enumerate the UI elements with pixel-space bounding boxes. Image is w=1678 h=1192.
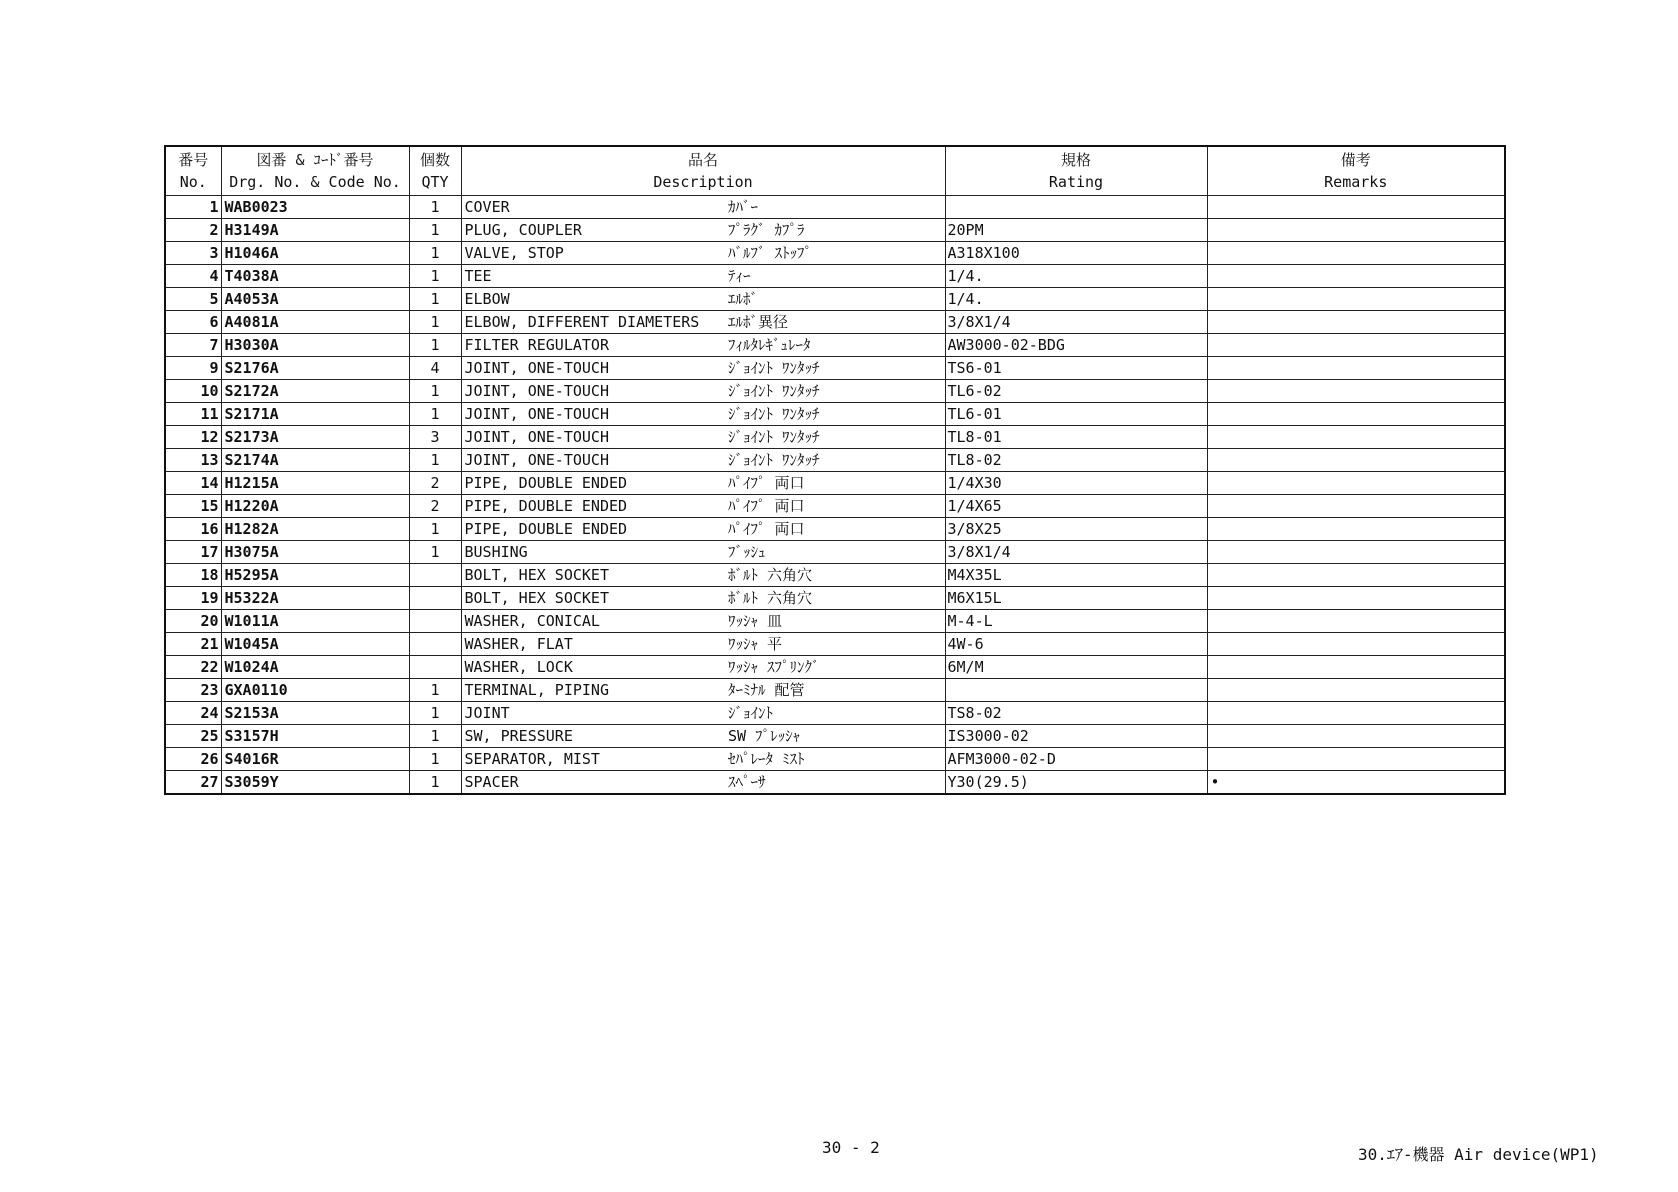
table-row bbox=[165, 242, 1505, 265]
table-row bbox=[165, 518, 1505, 541]
drawing-code-cell: S2172A bbox=[221, 380, 409, 403]
part-number-cell: 21 bbox=[165, 633, 221, 656]
description-en-cell: BOLT, HEX SOCKET bbox=[461, 587, 725, 610]
table-row bbox=[165, 380, 1505, 403]
part-number-cell: 10 bbox=[165, 380, 221, 403]
drawing-code-cell: H5295A bbox=[221, 564, 409, 587]
part-number-cell: 3 bbox=[165, 242, 221, 265]
header-qty-en: QTY bbox=[409, 171, 461, 196]
description-en-cell: VALVE, STOP bbox=[461, 242, 725, 265]
description-jp-cell: ﾌﾟﾗｸﾞ ｶﾌﾟﾗ bbox=[725, 219, 945, 242]
remarks-cell bbox=[1207, 403, 1505, 426]
description-en-cell: JOINT, ONE-TOUCH bbox=[461, 380, 725, 403]
description-jp-cell: ｼﾞｮｲﾝﾄ bbox=[725, 702, 945, 725]
quantity-cell: 2 bbox=[409, 495, 461, 518]
page-number: 30 - 2 bbox=[822, 1138, 880, 1157]
drawing-code-cell: H1220A bbox=[221, 495, 409, 518]
table-row bbox=[165, 219, 1505, 242]
header-qty-jp: 個数 bbox=[409, 146, 461, 171]
part-number-cell: 22 bbox=[165, 656, 221, 679]
drawing-code-cell: H3075A bbox=[221, 541, 409, 564]
description-jp-cell: ｼﾞｮｲﾝﾄ ﾜﾝﾀｯﾁ bbox=[725, 403, 945, 426]
table-row bbox=[165, 449, 1505, 472]
part-number-cell: 4 bbox=[165, 265, 221, 288]
section-title: 30.ｴｱ-機器 Air device(WP1) bbox=[1358, 1145, 1599, 1164]
rating-cell: 1/4X65 bbox=[945, 495, 1207, 518]
table-row bbox=[165, 656, 1505, 679]
remarks-cell bbox=[1207, 288, 1505, 311]
table-row bbox=[165, 403, 1505, 426]
rating-cell: IS3000-02 bbox=[945, 725, 1207, 748]
description-en-cell: SEPARATOR, MIST bbox=[461, 748, 725, 771]
drawing-code-cell: H3149A bbox=[221, 219, 409, 242]
description-jp-cell: ﾊﾟｲﾌﾟ 両口 bbox=[725, 495, 945, 518]
rating-cell: Y30(29.5) bbox=[945, 771, 1207, 795]
header-desc-jp: 品名 bbox=[461, 146, 945, 171]
remarks-cell bbox=[1207, 587, 1505, 610]
quantity-cell: 1 bbox=[409, 771, 461, 795]
parts-list-table bbox=[164, 145, 1506, 795]
rating-cell: 3/8X1/4 bbox=[945, 541, 1207, 564]
header-remarks-jp: 備考 bbox=[1207, 146, 1505, 171]
remarks-cell bbox=[1207, 426, 1505, 449]
quantity-cell bbox=[409, 633, 461, 656]
description-en-cell: TERMINAL, PIPING bbox=[461, 679, 725, 702]
drawing-code-cell: A4053A bbox=[221, 288, 409, 311]
rating-cell: 1/4X30 bbox=[945, 472, 1207, 495]
quantity-cell: 1 bbox=[409, 541, 461, 564]
rating-cell: TL6-02 bbox=[945, 380, 1207, 403]
description-jp-cell: SW ﾌﾟﾚｯｼｬ bbox=[725, 725, 945, 748]
part-number-cell: 7 bbox=[165, 334, 221, 357]
drawing-code-cell: H1046A bbox=[221, 242, 409, 265]
drawing-code-cell: GXA0110 bbox=[221, 679, 409, 702]
drawing-code-cell: W1045A bbox=[221, 633, 409, 656]
description-jp-cell: ﾌﾞｯｼｭ bbox=[725, 541, 945, 564]
table-row bbox=[165, 725, 1505, 748]
part-number-cell: 13 bbox=[165, 449, 221, 472]
drawing-code-cell: H1215A bbox=[221, 472, 409, 495]
quantity-cell: 1 bbox=[409, 380, 461, 403]
part-number-cell: 1 bbox=[165, 196, 221, 219]
description-en-cell: FILTER REGULATOR bbox=[461, 334, 725, 357]
rating-cell: TS8-02 bbox=[945, 702, 1207, 725]
quantity-cell: 1 bbox=[409, 702, 461, 725]
rating-cell: M4X35L bbox=[945, 564, 1207, 587]
header-no-jp: 番号 bbox=[165, 146, 221, 171]
description-jp-cell: ﾃｨｰ bbox=[725, 265, 945, 288]
description-jp-cell: ﾌｨﾙﾀﾚｷﾞｭﾚｰﾀ bbox=[725, 334, 945, 357]
quantity-cell: 1 bbox=[409, 288, 461, 311]
description-en-cell: PLUG, COUPLER bbox=[461, 219, 725, 242]
part-number-cell: 23 bbox=[165, 679, 221, 702]
remarks-cell: • bbox=[1207, 771, 1505, 795]
description-jp-cell: ﾜｯｼｬ ｽﾌﾟﾘﾝｸﾞ bbox=[725, 656, 945, 679]
drawing-code-cell: A4081A bbox=[221, 311, 409, 334]
rating-cell: 6M/M bbox=[945, 656, 1207, 679]
description-en-cell: PIPE, DOUBLE ENDED bbox=[461, 518, 725, 541]
table-row bbox=[165, 495, 1505, 518]
description-jp-cell: ﾊﾟｲﾌﾟ 両口 bbox=[725, 518, 945, 541]
table-row bbox=[165, 771, 1505, 795]
table-row bbox=[165, 334, 1505, 357]
table-row bbox=[165, 357, 1505, 380]
quantity-cell: 1 bbox=[409, 265, 461, 288]
quantity-cell: 1 bbox=[409, 725, 461, 748]
part-number-cell: 17 bbox=[165, 541, 221, 564]
rating-cell: A318X100 bbox=[945, 242, 1207, 265]
quantity-cell bbox=[409, 610, 461, 633]
drawing-code-cell: S3059Y bbox=[221, 771, 409, 795]
description-en-cell: JOINT, ONE-TOUCH bbox=[461, 403, 725, 426]
drawing-code-cell: W1011A bbox=[221, 610, 409, 633]
description-jp-cell: ｾﾊﾟﾚｰﾀ ﾐｽﾄ bbox=[725, 748, 945, 771]
rating-cell: 3/8X25 bbox=[945, 518, 1207, 541]
table-row bbox=[165, 702, 1505, 725]
rating-cell: 1/4. bbox=[945, 288, 1207, 311]
part-number-cell: 25 bbox=[165, 725, 221, 748]
part-number-cell: 2 bbox=[165, 219, 221, 242]
description-jp-cell: ｼﾞｮｲﾝﾄ ﾜﾝﾀｯﾁ bbox=[725, 380, 945, 403]
remarks-cell bbox=[1207, 702, 1505, 725]
remarks-cell bbox=[1207, 265, 1505, 288]
remarks-cell bbox=[1207, 679, 1505, 702]
drawing-code-cell: WAB0023 bbox=[221, 196, 409, 219]
drawing-code-cell: H1282A bbox=[221, 518, 409, 541]
quantity-cell bbox=[409, 656, 461, 679]
quantity-cell: 3 bbox=[409, 426, 461, 449]
description-en-cell: COVER bbox=[461, 196, 725, 219]
part-number-cell: 18 bbox=[165, 564, 221, 587]
drawing-code-cell: T4038A bbox=[221, 265, 409, 288]
remarks-cell bbox=[1207, 472, 1505, 495]
description-jp-cell: ﾀｰﾐﾅﾙ 配管 bbox=[725, 679, 945, 702]
description-en-cell: PIPE, DOUBLE ENDED bbox=[461, 472, 725, 495]
table-row bbox=[165, 472, 1505, 495]
part-number-cell: 14 bbox=[165, 472, 221, 495]
header-desc-en: Description bbox=[461, 171, 945, 196]
header-no-en: No. bbox=[165, 171, 221, 196]
drawing-code-cell: S2171A bbox=[221, 403, 409, 426]
quantity-cell: 2 bbox=[409, 472, 461, 495]
remarks-cell bbox=[1207, 334, 1505, 357]
description-jp-cell: ﾎﾞﾙﾄ 六角穴 bbox=[725, 564, 945, 587]
remarks-cell bbox=[1207, 196, 1505, 219]
description-en-cell: ELBOW bbox=[461, 288, 725, 311]
description-en-cell: SW, PRESSURE bbox=[461, 725, 725, 748]
remarks-cell bbox=[1207, 242, 1505, 265]
remarks-cell bbox=[1207, 633, 1505, 656]
description-en-cell: JOINT bbox=[461, 702, 725, 725]
table-header bbox=[165, 146, 1505, 196]
description-jp-cell: ﾊﾟｲﾌﾟ 両口 bbox=[725, 472, 945, 495]
rating-cell: M6X15L bbox=[945, 587, 1207, 610]
rating-cell: 3/8X1/4 bbox=[945, 311, 1207, 334]
description-jp-cell: ｼﾞｮｲﾝﾄ ﾜﾝﾀｯﾁ bbox=[725, 357, 945, 380]
drawing-code-cell: W1024A bbox=[221, 656, 409, 679]
remarks-cell bbox=[1207, 656, 1505, 679]
drawing-code-cell: S2153A bbox=[221, 702, 409, 725]
quantity-cell: 1 bbox=[409, 242, 461, 265]
remarks-cell bbox=[1207, 449, 1505, 472]
description-jp-cell: ｽﾍﾟｰｻ bbox=[725, 771, 945, 795]
quantity-cell: 4 bbox=[409, 357, 461, 380]
table-row bbox=[165, 265, 1505, 288]
description-en-cell: JOINT, ONE-TOUCH bbox=[461, 449, 725, 472]
drawing-code-cell: H5322A bbox=[221, 587, 409, 610]
rating-cell: TL8-01 bbox=[945, 426, 1207, 449]
table-row bbox=[165, 288, 1505, 311]
rating-cell: 20PM bbox=[945, 219, 1207, 242]
part-number-cell: 26 bbox=[165, 748, 221, 771]
drawing-code-cell: S2173A bbox=[221, 426, 409, 449]
table-row bbox=[165, 633, 1505, 656]
description-jp-cell: ﾎﾞﾙﾄ 六角穴 bbox=[725, 587, 945, 610]
drawing-code-cell: S3157H bbox=[221, 725, 409, 748]
quantity-cell: 1 bbox=[409, 219, 461, 242]
part-number-cell: 5 bbox=[165, 288, 221, 311]
remarks-cell bbox=[1207, 380, 1505, 403]
rating-cell: 4W-6 bbox=[945, 633, 1207, 656]
quantity-cell: 1 bbox=[409, 334, 461, 357]
part-number-cell: 27 bbox=[165, 771, 221, 795]
part-number-cell: 15 bbox=[165, 495, 221, 518]
rating-cell: TS6-01 bbox=[945, 357, 1207, 380]
description-en-cell: WASHER, CONICAL bbox=[461, 610, 725, 633]
quantity-cell: 1 bbox=[409, 449, 461, 472]
rating-cell bbox=[945, 679, 1207, 702]
rating-cell: TL6-01 bbox=[945, 403, 1207, 426]
rating-cell: TL8-02 bbox=[945, 449, 1207, 472]
quantity-cell: 1 bbox=[409, 196, 461, 219]
part-number-cell: 11 bbox=[165, 403, 221, 426]
description-en-cell: BUSHING bbox=[461, 541, 725, 564]
description-en-cell: WASHER, LOCK bbox=[461, 656, 725, 679]
table-row bbox=[165, 610, 1505, 633]
table-row bbox=[165, 426, 1505, 449]
description-en-cell: TEE bbox=[461, 265, 725, 288]
description-jp-cell: ﾜｯｼｬ 平 bbox=[725, 633, 945, 656]
remarks-cell bbox=[1207, 748, 1505, 771]
part-number-cell: 12 bbox=[165, 426, 221, 449]
description-en-cell: JOINT, ONE-TOUCH bbox=[461, 426, 725, 449]
header-remarks-en: Remarks bbox=[1207, 171, 1505, 196]
table-row bbox=[165, 587, 1505, 610]
description-en-cell: JOINT, ONE-TOUCH bbox=[461, 357, 725, 380]
remarks-cell bbox=[1207, 311, 1505, 334]
part-number-cell: 9 bbox=[165, 357, 221, 380]
description-jp-cell: ｼﾞｮｲﾝﾄ ﾜﾝﾀｯﾁ bbox=[725, 449, 945, 472]
quantity-cell: 1 bbox=[409, 518, 461, 541]
rating-cell: AW3000-02-BDG bbox=[945, 334, 1207, 357]
remarks-cell bbox=[1207, 610, 1505, 633]
description-jp-cell: ﾜｯｼｬ 皿 bbox=[725, 610, 945, 633]
remarks-cell bbox=[1207, 495, 1505, 518]
quantity-cell: 1 bbox=[409, 311, 461, 334]
part-number-cell: 24 bbox=[165, 702, 221, 725]
part-number-cell: 6 bbox=[165, 311, 221, 334]
description-jp-cell: ｴﾙﾎﾞ bbox=[725, 288, 945, 311]
remarks-cell bbox=[1207, 564, 1505, 587]
rating-cell: AFM3000-02-D bbox=[945, 748, 1207, 771]
remarks-cell bbox=[1207, 219, 1505, 242]
part-number-cell: 16 bbox=[165, 518, 221, 541]
table-row bbox=[165, 748, 1505, 771]
description-jp-cell: ｴﾙﾎﾞ異径 bbox=[725, 311, 945, 334]
header-rating-en: Rating bbox=[945, 171, 1207, 196]
table-body bbox=[165, 196, 1505, 795]
drawing-code-cell: S4016R bbox=[221, 748, 409, 771]
description-en-cell: SPACER bbox=[461, 771, 725, 795]
part-number-cell: 20 bbox=[165, 610, 221, 633]
header-row-english bbox=[165, 171, 1505, 196]
remarks-cell bbox=[1207, 541, 1505, 564]
description-jp-cell: ｼﾞｮｲﾝﾄ ﾜﾝﾀｯﾁ bbox=[725, 426, 945, 449]
quantity-cell: 1 bbox=[409, 748, 461, 771]
quantity-cell: 1 bbox=[409, 679, 461, 702]
description-en-cell: WASHER, FLAT bbox=[461, 633, 725, 656]
description-jp-cell: ｶﾊﾞｰ bbox=[725, 196, 945, 219]
header-drg-en: Drg. No. & Code No. bbox=[221, 171, 409, 196]
table-row bbox=[165, 196, 1505, 219]
header-drg-jp: 図番 & ｺｰﾄﾞ番号 bbox=[221, 146, 409, 171]
table-row bbox=[165, 541, 1505, 564]
header-rating-jp: 規格 bbox=[945, 146, 1207, 171]
table-row bbox=[165, 311, 1505, 334]
description-en-cell: PIPE, DOUBLE ENDED bbox=[461, 495, 725, 518]
quantity-cell: 1 bbox=[409, 403, 461, 426]
table-row bbox=[165, 679, 1505, 702]
remarks-cell bbox=[1207, 725, 1505, 748]
rating-cell bbox=[945, 196, 1207, 219]
rating-cell: M-4-L bbox=[945, 610, 1207, 633]
remarks-cell bbox=[1207, 518, 1505, 541]
header-row-japanese bbox=[165, 146, 1505, 171]
quantity-cell bbox=[409, 564, 461, 587]
drawing-code-cell: S2176A bbox=[221, 357, 409, 380]
table-row bbox=[165, 564, 1505, 587]
description-jp-cell: ﾊﾞﾙﾌﾞ ｽﾄｯﾌﾟ bbox=[725, 242, 945, 265]
quantity-cell bbox=[409, 587, 461, 610]
drawing-code-cell: H3030A bbox=[221, 334, 409, 357]
part-number-cell: 19 bbox=[165, 587, 221, 610]
rating-cell: 1/4. bbox=[945, 265, 1207, 288]
drawing-code-cell: S2174A bbox=[221, 449, 409, 472]
description-en-cell: BOLT, HEX SOCKET bbox=[461, 564, 725, 587]
remarks-cell bbox=[1207, 357, 1505, 380]
description-en-cell: ELBOW, DIFFERENT DIAMETERS bbox=[461, 311, 725, 334]
